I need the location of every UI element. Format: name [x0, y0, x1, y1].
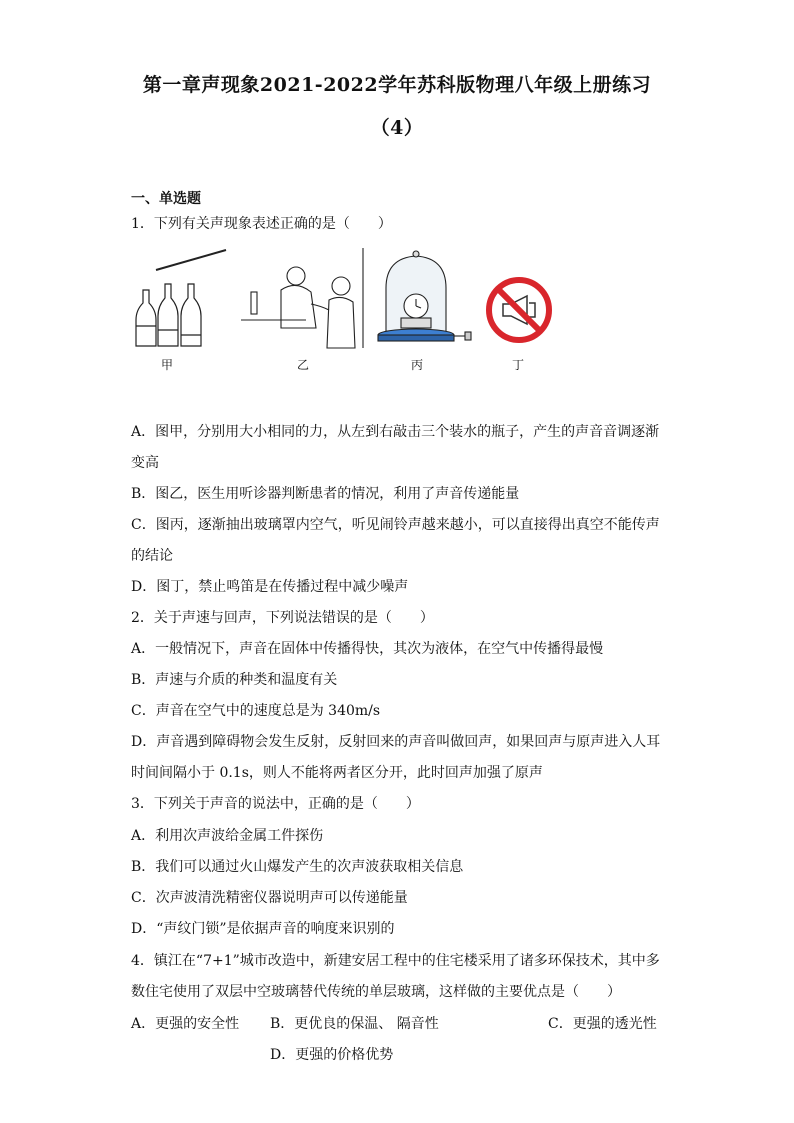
q2-option-d-line1: D．声音遇到障碍物会发生反射，反射回来的声音叫做回声，如果回声与原声进入人耳	[131, 734, 661, 750]
q4-option-d: D．更强的价格优势	[270, 1047, 394, 1063]
q1-option-c-line2: 的结论	[131, 548, 173, 564]
q4-stem-line1: 4．镇江在“7+1”城市改造中，新建安居工程中的住宅楼采用了诸多环保技术，其中多	[131, 953, 660, 969]
q2-option-b: B．声速与介质的种类和温度有关	[131, 672, 338, 688]
no-horn-sign-icon	[489, 280, 549, 340]
q1-illustrations	[131, 248, 571, 378]
q4-option-c: C．更强的透光性	[548, 1016, 657, 1032]
caption-jia: 甲	[161, 358, 174, 372]
q3-option-d: D．“声纹门锁”是依据声音的响度来识别的	[131, 921, 395, 937]
q2-stem: 2．关于声速与回声，下列说法错误的是（ ）	[131, 610, 434, 626]
caption-yi: 乙	[297, 358, 310, 372]
q3-option-a: A．利用次声波给金属工件探伤	[131, 828, 324, 844]
q1-option-a-line2: 变高	[131, 455, 159, 471]
q1-option-d: D．图丁，禁止鸣笛是在传播过程中减少噪声	[131, 579, 409, 595]
q2-option-d-line2: 时间间隔小于 0.1s，则人不能将两者区分开，此时回声加强了原声	[131, 765, 543, 781]
q4-option-b: B．更优良的保温、 隔音性	[270, 1016, 439, 1032]
q1-figure	[131, 248, 571, 378]
q2-option-a: A．一般情况下，声音在固体中传播得快，其次为液体，在空气中传播得最慢	[131, 641, 604, 657]
page-title-line2: （4）	[370, 117, 424, 139]
q4-stem-line2: 数住宅使用了双层中空玻璃替代传统的单层玻璃，这样做的主要优点是（ ）	[131, 984, 621, 1000]
doctor-illustration	[241, 248, 363, 348]
bell-jar-illustration	[378, 251, 471, 341]
section-heading: 一、单选题	[131, 191, 201, 207]
q3-stem: 3．下列关于声音的说法中，正确的是（ ）	[131, 796, 420, 812]
bottles-illustration	[136, 250, 226, 346]
q3-option-c: C．次声波清洗精密仪器说明声可以传递能量	[131, 890, 408, 906]
q1-option-a-line1: A．图甲，分别用大小相同的力，从左到右敲击三个装水的瓶子，产生的声音音调逐渐	[131, 424, 660, 440]
q3-option-b: B．我们可以通过火山爆发产生的次声波获取相关信息	[131, 859, 464, 875]
q1-option-c-line1: C．图丙，逐渐抽出玻璃罩内空气，听见闹铃声越来越小，可以直接得出真空不能传声	[131, 517, 660, 533]
caption-ding: 丁	[512, 358, 525, 372]
q1-option-b: B．图乙，医生用听诊器判断患者的情况，利用了声音传递能量	[131, 486, 520, 502]
page-title-line1: 第一章声现象2021-2022学年苏科版物理八年级上册练习	[142, 74, 652, 96]
q1-stem: 1．下列有关声现象表述正确的是（ ）	[131, 216, 392, 232]
q2-option-c: C．声音在空气中的速度总是为 340m/s	[131, 703, 381, 719]
q4-option-a: A．更强的安全性	[131, 1016, 240, 1032]
caption-bing: 丙	[411, 358, 424, 372]
